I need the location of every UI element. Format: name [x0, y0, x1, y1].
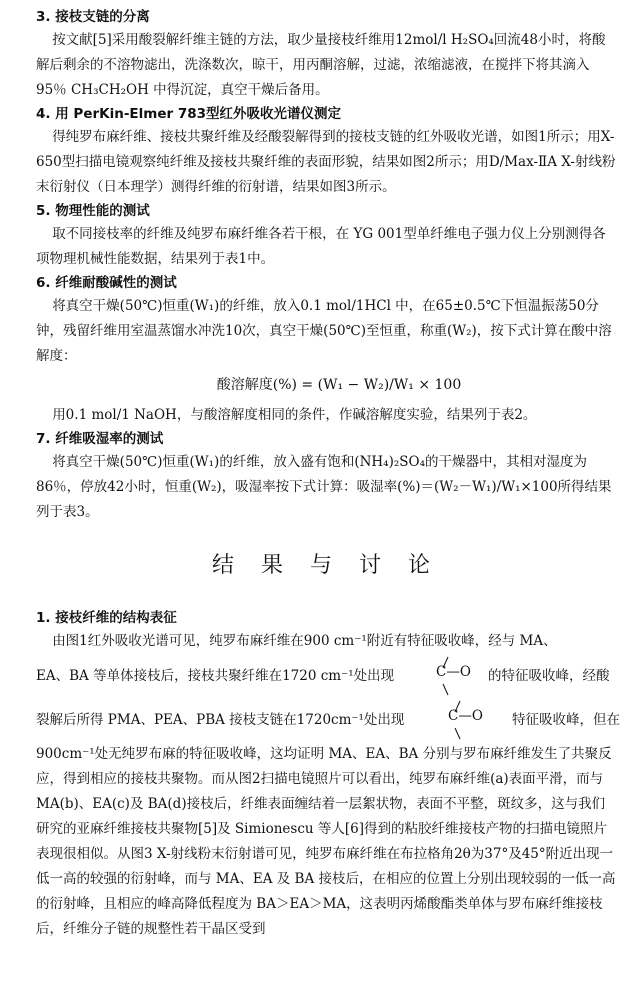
section-3-heading: 3. 接枝支链的分离 — [36, 9, 150, 25]
results-1-line1: 由图1红外吸收光谱可见，纯罗布麻纤维在900 cm⁻¹附近有特征吸收峰，经与 MA、 — [52, 633, 557, 649]
results-1-line2 — [36, 654, 616, 698]
carbonyl-label: C—O — [436, 664, 471, 680]
section-5-heading: 5. 物理性能的测试 — [36, 203, 150, 219]
section-3-body: 按文献[5]采用酸裂解纤维主链的方法，取少量接枝纤维用12mol/l H₂SO₄回流48小时，将酸解后剩余的不溶物滤出，洗涤数次，晾干，用丙酮溶解，过滤，浓缩滤液，在搅拌下将其滴入95％ CH₃CH₂OH 中得沉淀，真空干燥后备用。 — [36, 32, 606, 98]
line3-text-a: 裂解后所得 PMA、PEA、PBA 接枝支链在1720cm⁻¹处出现 — [36, 712, 405, 728]
results-1-line3 — [36, 698, 620, 742]
section-6-after: 用0.1 mol/1 NaOH，与酸溶解度相同的条件，作碱溶解度实验，结果列于表2。 — [52, 407, 537, 423]
line2-text-b: 的特征吸收峰，经酸 — [488, 668, 610, 684]
section-4-body: 得纯罗布麻纤维、接枝共聚纤维及经酸裂解得到的接枝支链的红外吸收光谱，如图1所示；用X-650型扫描电镜观察纯纤维及接枝共聚纤维的表面形貌，结果如图2所示；用D/Max-ⅡA X-射线粉末衍射仪（日本理学）测得纤维的衍射谱，结果如图3所示。 — [36, 129, 616, 195]
section-7-heading: 7. 纤维吸湿率的测试 — [36, 431, 164, 447]
carbonyl-label: C—O — [448, 708, 483, 724]
results-title: 结 果 与 讨 论 — [212, 553, 440, 578]
results-1-body: 900cm⁻¹处无纯罗布麻的特征吸收峰，这均证明 MA、EA、BA 分别与罗布麻纤维发生了共聚反应，得到相应的接枝共聚物。而从图2扫描电镜照片可以看出，纯罗布麻纤维(a)表面平滑，而与 MA(b)、EA(c)及 BA(d)接枝后，纤维表面缠结着一层絮状物，表面不平整，斑纹多，这与我们研究的亚麻纤维接枝共聚物[5]及 Simionescu 等人[6]得到的粘胶纤维接枝产物的扫描电镜照片表现很相似。从图3 X-射线粉末衍射谱可见，纯罗布麻纤维在布拉格角2θ为37°及45°附近出现一低一高的较强的衍射峰，而与 MA、EA 及 BA 接枝后，在相应的位置上分别出现较弱的一低一高的衍射峰，且相应的峰高降低程度为 BA＞EA＞MA，这表明丙烯酸酯类单体与罗布麻纤维接枝后，纤维分子链的规整性若干晶区受到 — [36, 746, 616, 937]
line2-text-a: EA、BA 等单体接枝后，接枝共聚纤维在1720 cm⁻¹处出现 — [36, 668, 395, 684]
section-5-body: 取不同接枝率的纤维及纯罗布麻纤维各若干根，在 YG 001型单纤维电子强力仪上分别测得各项物理机械性能数据，结果列于表1中。 — [36, 226, 606, 267]
acid-solubility-formula: 酸溶解度(%) = (W₁ − W₂)/W₁ × 100 — [216, 377, 462, 393]
carbonyl-structure-2 — [446, 698, 492, 742]
line3-text-b: 特征吸收峰，但在 — [512, 712, 620, 728]
results-1-heading: 1. 接枝纤维的结构表征 — [36, 610, 177, 626]
carbonyl-structure — [434, 654, 480, 698]
section-6-body: 将真空干燥(50℃)恒重(W₁)的纤维，放入0.1 mol/1HCl 中，在65±0.5℃下恒温振荡50分钟，残留纤维用室温蒸馏水冲洗10次，真空干燥(50℃)至恒重，称重(W₂)，按下式计算在酸中溶解度： — [36, 298, 612, 364]
section-6-heading: 6. 纤维耐酸碱性的测试 — [36, 275, 177, 291]
section-7-body: 将真空干燥(50℃)恒重(W₁)的纤维，放入盛有饱和(NH₄)₂SO₄的干燥器中，其相对湿度为86％，停放42小时，恒重(W₂)，吸湿率按下式计算：吸湿率(%)＝(W₂－W₁)/W₁×100所得结果列于表3。 — [36, 454, 612, 520]
section-4-heading: 4. 用 PerKin-Elmer 783型红外吸收光谱仪测定 — [36, 106, 342, 122]
